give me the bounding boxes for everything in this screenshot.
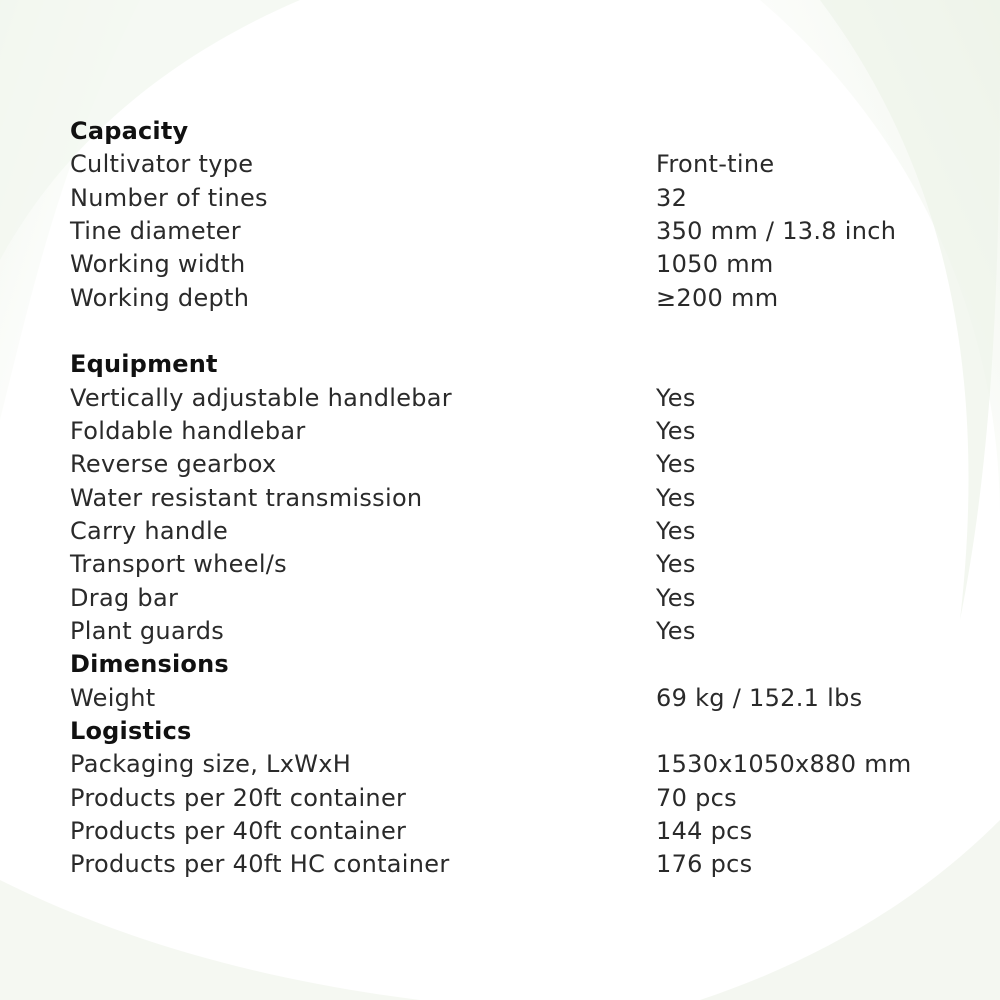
section-heading: Logistics [70,716,192,745]
spec-row [70,448,970,481]
spec-row [70,415,970,448]
spec-label: Reverse gearbox [70,450,277,479]
spec-value: Yes [656,450,696,479]
spec-label: Number of tines [70,183,268,212]
spec-label: Drag bar [70,583,179,612]
spec-label: Water resistant transmission [70,483,423,512]
spec-row [70,282,970,315]
section-dimensions [70,648,970,715]
spec-value: 176 pcs [656,850,753,879]
spec-label: Products per 20ft container [70,783,407,812]
section-equipment [70,348,970,648]
spec-value: 1530x1050x880 mm [656,750,912,779]
spec-value: 69 kg / 152.1 lbs [656,683,863,712]
section-heading: Dimensions [70,650,229,679]
spec-row [70,382,970,415]
spec-label: Weight [70,683,156,712]
spec-sheet [70,115,970,882]
spec-row [70,615,970,648]
section-spacer [70,315,970,348]
spec-value: 350 mm / 13.8 inch [656,216,897,245]
spec-label: Tine diameter [70,216,241,245]
section-capacity [70,115,970,315]
spec-row [70,682,970,715]
spec-row [70,482,970,515]
spec-label: Plant guards [70,616,225,645]
spec-label: Foldable handlebar [70,416,306,445]
spec-row [70,582,970,615]
spec-row [70,815,970,848]
spec-value: ≥200 mm [656,283,779,312]
section-heading: Equipment [70,350,218,379]
section-heading: Capacity [70,117,189,145]
spec-label: Cultivator type [70,150,254,179]
spec-label: Transport wheel/s [70,550,287,579]
spec-row [70,182,970,215]
section-logistics [70,715,970,882]
spec-value: 1050 mm [656,250,774,279]
spec-row [70,148,970,181]
spec-value: Front-tine [656,150,775,179]
spec-value: Yes [656,416,696,445]
spec-label: Packaging size, LxWxH [70,750,352,779]
spec-value: Yes [656,583,696,612]
spec-row [70,515,970,548]
spec-label: Working width [70,250,246,279]
spec-label: Working depth [70,283,250,312]
spec-value: 70 pcs [656,783,737,812]
spec-row [70,782,970,815]
spec-value: Yes [656,550,696,579]
spec-value: 144 pcs [656,816,753,845]
spec-row [70,548,970,581]
spec-value: Yes [656,383,696,412]
spec-row [70,215,970,248]
spec-label: Products per 40ft HC container [70,850,450,879]
spec-row [70,748,970,781]
spec-label: Carry handle [70,516,229,545]
spec-label: Products per 40ft container [70,816,407,845]
spec-value: Yes [656,516,696,545]
spec-value: Yes [656,483,696,512]
spec-value: Yes [656,616,696,645]
spec-label: Vertically adjustable handlebar [70,383,452,412]
spec-row [70,248,970,281]
spec-row [70,848,970,881]
spec-value: 32 [656,183,688,212]
